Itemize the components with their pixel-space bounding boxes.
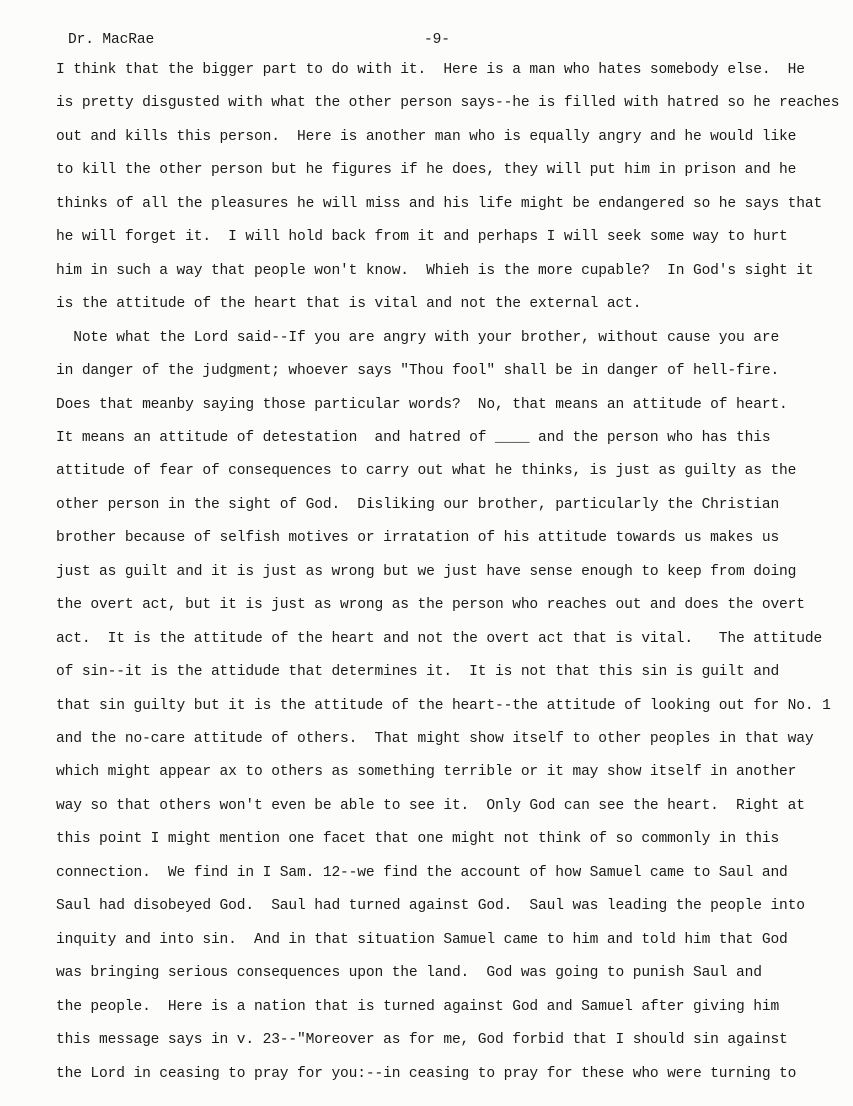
text-line: way so that others won't even be able to see it. Only God can see the heart. Right at bbox=[56, 797, 805, 814]
author-header: Dr. MacRae bbox=[68, 32, 155, 48]
text-line: this point I might mention one facet that one might not think of so commonly in this bbox=[56, 831, 780, 848]
text-line: connection. We find in I Sam. 12--we find the account of how Samuel came to Saul and bbox=[56, 864, 788, 881]
text-line: of sin--it is the attidude that determines it. It is not that this sin is guilt and bbox=[56, 664, 780, 681]
text-line: is pretty disgusted with what the other person says--he is filled with hatred so he reaches bbox=[56, 95, 840, 112]
text-line: attitude of fear of consequences to carry out what he thinks, is just as guilty as the bbox=[56, 463, 797, 480]
text-line: which might appear ax to others as something terrible or it may show itself in another bbox=[56, 764, 797, 781]
text-line: other person in the sight of God. Disliking our brother, particularly the Christian bbox=[56, 496, 780, 513]
text-line: inquity and into sin. And in that situation Samuel came to him and told him that God bbox=[56, 931, 788, 948]
text-line: the Lord in ceasing to pray for you:--in ceasing to pray for these who were turning to bbox=[56, 1065, 797, 1082]
text-line: brother because of selfish motives or irratation of his attitude towards us makes us bbox=[56, 530, 780, 547]
text-line: just as guilt and it is just as wrong but we just have sense enough to keep from doing bbox=[56, 563, 797, 580]
page-header bbox=[56, 32, 797, 52]
text-line: thinks of all the pleasures he will miss and his life might be endangered so he says that bbox=[56, 195, 823, 212]
text-line: It means an attitude of detestation and hatred of ____ and the person who has this bbox=[56, 429, 771, 446]
text-line: he will forget it. I will hold back from it and perhaps I will seek some way to hurt bbox=[56, 229, 788, 246]
text-line: out and kills this person. Here is another man who is equally angry and he would like bbox=[56, 128, 797, 145]
text-line: Does that meanby saying those particular words? No, that means an attitude of heart. bbox=[56, 396, 788, 413]
text-line: Saul had disobeyed God. Saul had turned against God. Saul was leading the people into bbox=[56, 898, 805, 915]
text-line: in danger of the judgment; whoever says "Thou fool" shall be in danger of hell-fire. bbox=[56, 363, 780, 380]
text-line: that sin guilty but it is the attitude of the heart--the attitude of looking out for No. 1 bbox=[56, 697, 831, 714]
text-line: to kill the other person but he figures if he does, they will put him in prison and he bbox=[56, 162, 797, 179]
text-line: I think that the bigger part to do with it. Here is a man who hates somebody else. He bbox=[56, 62, 805, 78]
text-line: act. It is the attitude of the heart and not the overt act that is vital. The attitude bbox=[56, 630, 823, 647]
text-line: him in such a way that people won't know. Whieh is the more cupable? In God's sight it bbox=[56, 262, 814, 279]
text-line: the overt act, but it is just as wrong as the person who reaches out and does the overt bbox=[56, 597, 805, 614]
text-line: Note what the Lord said--If you are angry with your brother, without cause you are bbox=[56, 329, 780, 346]
text-line: and the no-care attitude of others. That might show itself to other peoples in that way bbox=[56, 731, 814, 747]
page-number: -9- bbox=[424, 32, 450, 48]
text-line: this message says in v. 23--"Moreover as for me, God forbid that I should sin against bbox=[56, 1032, 788, 1049]
text-line: was bringing serious consequences upon the land. God was going to punish Saul and bbox=[56, 965, 762, 982]
text-line: is the attitude of the heart that is vital and not the external act. bbox=[56, 296, 642, 313]
text-line: the people. Here is a nation that is turned against God and Samuel after giving him bbox=[56, 998, 780, 1015]
